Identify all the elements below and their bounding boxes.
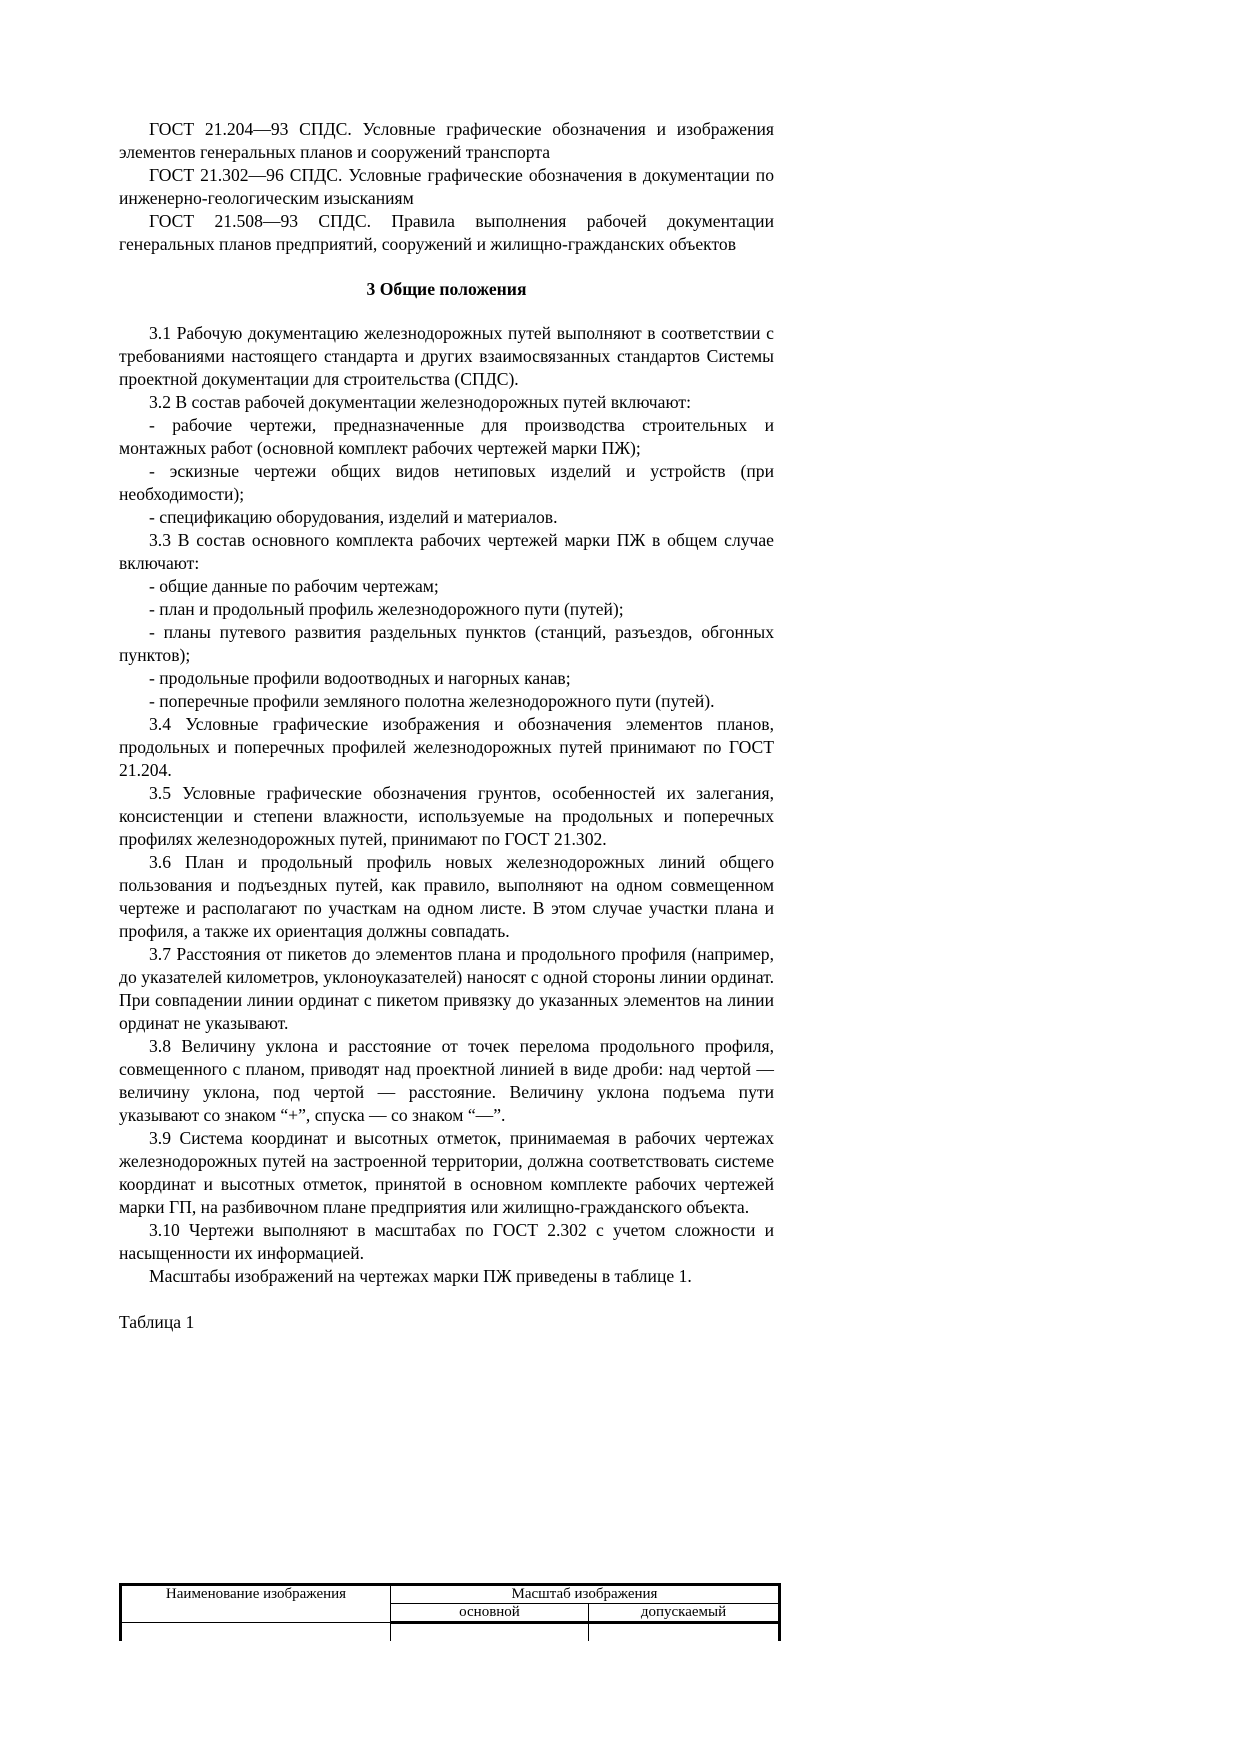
list-item: - поперечные профили земляного полотна железнодорожного пути (путей). — [149, 691, 715, 711]
column-header-scale: Масштаб изображения — [391, 1585, 780, 1604]
paragraph-3-9: 3.9 Система координат и высотных отметок, принимаемая в рабочих чертежах железнодорожных путей на застроенной территории, должна соответствовать системе координат и высотных отметок, принятой в основном комплекте рабочих чертежей марки ГП, на разбивочном плане предприятия или жилищно-гражданского объекта. — [119, 1128, 774, 1217]
list-item: - спецификацию оборудования, изделий и материалов. — [149, 507, 558, 527]
paragraph-3-5: 3.5 Условные графические обозначения грунтов, особенностей их залегания, консистенции и степени влажности, используемые на продольных и поперечных профилях железнодорожных путей, принимают по ГОСТ 21.302. — [119, 783, 774, 849]
paragraph-3-2: 3.2 В состав рабочей документации железнодорожных путей включают: — [149, 392, 691, 412]
paragraph-scales-note: Масштабы изображений на чертежах марки ПЖ приведены в таблице 1. — [149, 1266, 692, 1286]
list-item: - рабочие чертежи, предназначенные для производства строительных и монтажных работ (основной комплект рабочих чертежей марки ПЖ); — [119, 415, 774, 458]
column-subheader-allowed: допускаемый — [589, 1604, 780, 1623]
list-item: - общие данные по рабочим чертежам; — [149, 576, 439, 596]
list-item: - планы путевого развития раздельных пунктов (станций, разъездов, обгонных пунктов); — [119, 622, 774, 665]
reference-gost-21-302: ГОСТ 21.302—96 СПДС. Условные графические обозначения в документации по инженерно-геологическим изысканиям — [119, 165, 774, 208]
paragraph-3-8: 3.8 Величину уклона и расстояние от точек перелома продольного профиля, совмещенного с планом, приводят над проектной линией в виде дроби: над чертой — величину уклона, под чертой — расстояние. Величину уклона подъема пути указывают со знаком “+”, спуска — со знаком “—”. — [119, 1036, 774, 1125]
paragraph-3-3: 3.3 В состав основного комплекта рабочих чертежей марки ПЖ в общем случае включают: — [119, 530, 774, 573]
table-cell — [589, 1623, 780, 1642]
document-page — [119, 118, 774, 1334]
table-row — [121, 1623, 780, 1642]
column-subheader-main: основной — [391, 1604, 589, 1623]
table-cell — [391, 1623, 589, 1642]
list-item: - продольные профили водоотводных и нагорных канав; — [149, 668, 571, 688]
scales-table — [119, 1583, 781, 1641]
list-item: - план и продольный профиль железнодорожного пути (путей); — [149, 599, 624, 619]
paragraph-3-6: 3.6 План и продольный профиль новых железнодорожных линий общего пользования и подъездных путей, как правило, выполняют на одном совмещенном чертеже и располагают по участкам на одном листе. В этом случае участки плана и профиля, а также их ориентация должны совпадать. — [119, 852, 774, 941]
table-caption: Таблица 1 — [119, 1312, 195, 1332]
section-title: 3 Общие положения — [366, 279, 527, 299]
paragraph-3-7: 3.7 Расстояния от пикетов до элементов плана и продольного профиля (например, до указателей километров, уклоноуказателей) наносят с одной стороны линии ординат. При совпадении линии ординат с пикетом привязку до указанных элементов на линии ординат не указывают. — [119, 944, 774, 1033]
paragraph-3-1: 3.1 Рабочую документацию железнодорожных путей выполняют в соответствии с требованиями настоящего стандарта и других взаимосвязанных стандартов Системы проектной документации для строительства (СПДС). — [119, 323, 774, 389]
column-header-name: Наименование изображения — [121, 1585, 391, 1623]
paragraph-3-10: 3.10 Чертежи выполняют в масштабах по ГОСТ 2.302 с учетом сложности и насыщенности их информацией. — [119, 1220, 774, 1263]
reference-gost-21-508: ГОСТ 21.508—93 СПДС. Правила выполнения рабочей документации генеральных планов предприятий, сооружений и жилищно-гражданских объектов — [119, 211, 774, 254]
table-header-row — [121, 1585, 780, 1604]
reference-gost-21-204: ГОСТ 21.204—93 СПДС. Условные графические обозначения и изображения элементов генеральных планов и сооружений транспорта — [119, 119, 774, 162]
list-item: - эскизные чертежи общих видов нетиповых изделий и устройств (при необходимости); — [119, 461, 774, 504]
paragraph-3-4: 3.4 Условные графические изображения и обозначения элементов планов, продольных и поперечных профилей железнодорожных путей принимают по ГОСТ 21.204. — [119, 714, 774, 780]
table-cell — [121, 1623, 391, 1642]
